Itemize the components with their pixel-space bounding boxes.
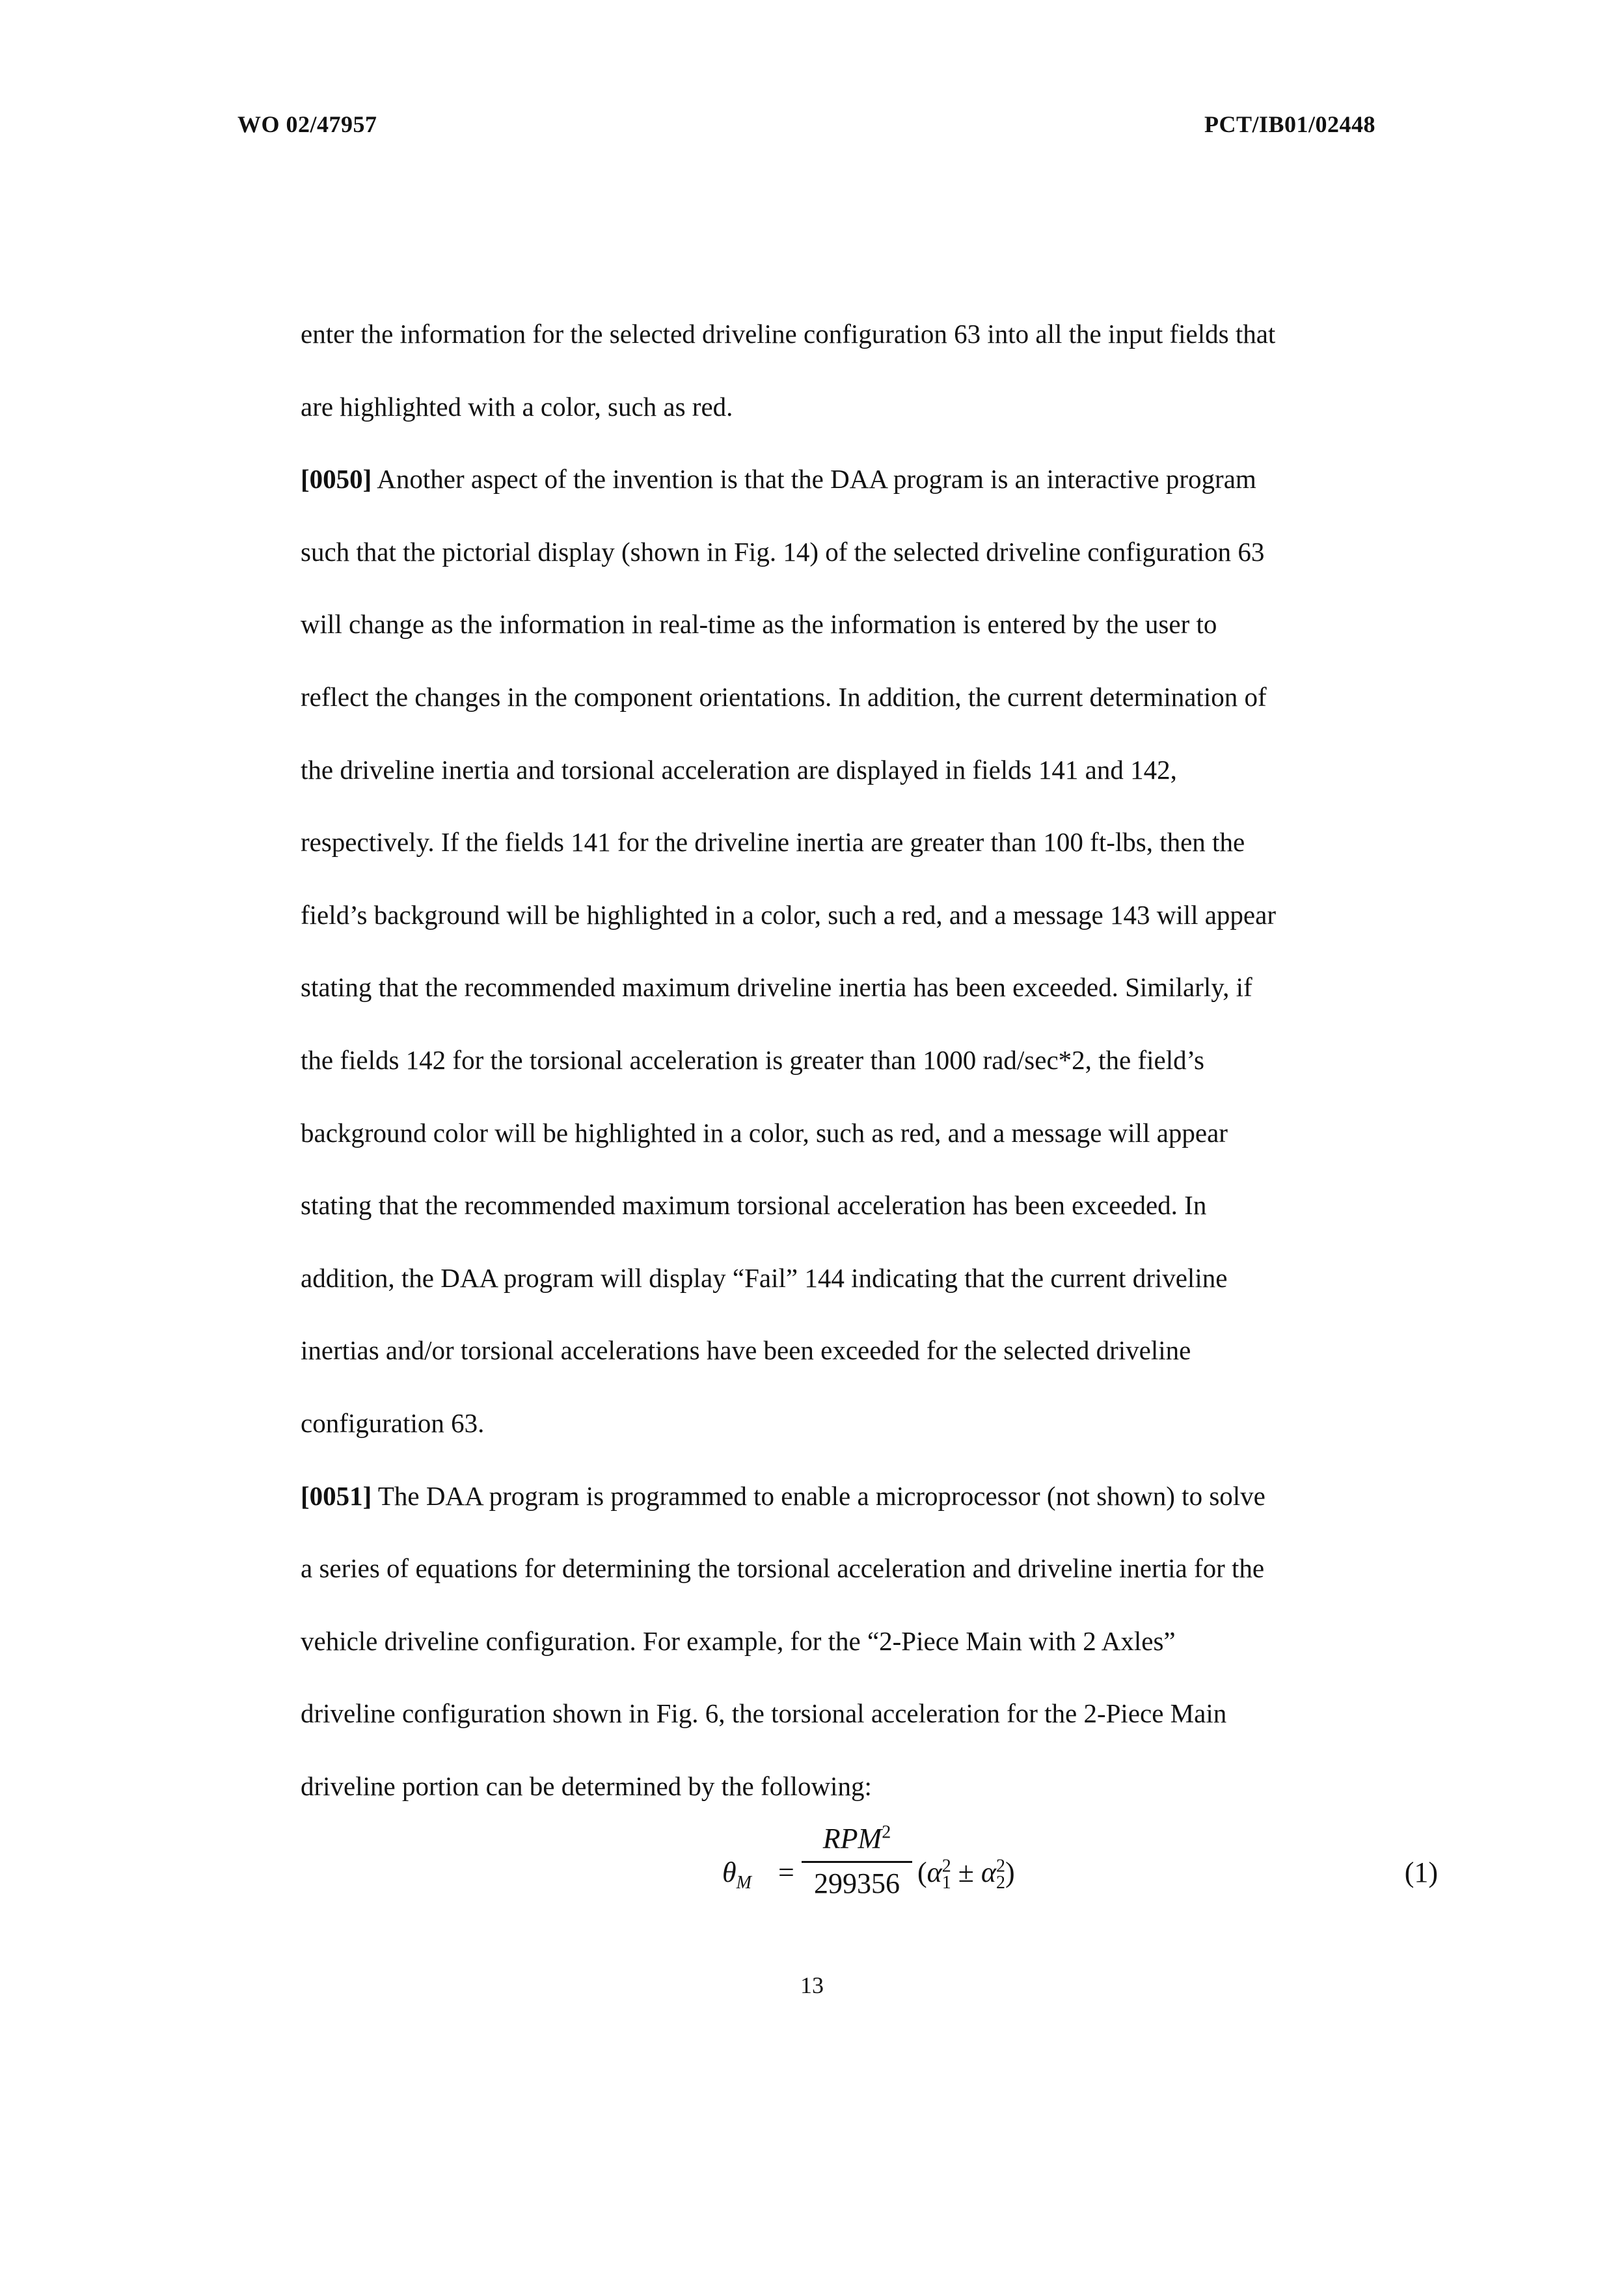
text-line: field’s background will be highlighted in a color, such a red, and a message 143 will appear [301,899,1276,930]
fraction-denominator: 299356 [814,1867,900,1899]
text-line: reflect the changes in the component orientations. In addition, the current determination of [301,681,1267,712]
rpm-exponent: 2 [882,1822,891,1843]
theta-subscript: M [736,1872,751,1893]
text-line [301,443,1433,516]
close-paren: ) [1005,1856,1015,1888]
fraction-bar [802,1861,912,1863]
alpha2-subscript: 2 [996,1872,1006,1893]
text-line: the driveline inertia and torsional acceleration are displayed in fields 141 and 142, [301,754,1177,785]
alpha2-symbol: α [981,1856,997,1888]
text-line: inertias and/or torsional accelerations have been exceeded for the selected driveline [301,1335,1191,1366]
page-header [237,111,1375,143]
text-line: the fields 142 for the torsional acceleration is greater than 1000 rad/sec*2, the field’s [301,1044,1204,1075]
equation-lhs [722,1856,751,1893]
text-line: addition, the DAA program will display “Fail” 144 indicating that the current driveline [301,1262,1228,1293]
page-number: 13 [800,1972,824,1998]
theta-symbol: θ [722,1856,737,1888]
text-line: background color will be highlighted in a color, such as red, and a message will appear [301,1117,1228,1148]
text-line: configuration 63. [301,1407,485,1438]
text-line: a series of equations for determining the torsional acceleration and driveline inertia for the [301,1553,1265,1584]
text-line: vehicle driveline configuration. For example, for the “2-Piece Main with 2 Axles” [301,1625,1176,1656]
text-span: Another aspect of the invention is that the DAA program is an interactive program [372,464,1256,495]
text-span: The DAA program is programmed to enable a microprocessor (not shown) to solve [372,1480,1265,1511]
text-line [301,1460,1433,1533]
paragraph-number: [0051] [301,1480,372,1511]
plus-minus-operator: ± [951,1856,981,1888]
body-text [301,298,1433,1823]
text-line: stating that the recommended maximum driveline inertia has been exceeded. Similarly, if [301,972,1252,1003]
text-line: driveline configuration shown in Fig. 6, the torsional acceleration for the 2-Piece Main [301,1698,1227,1729]
paragraph-0050 [301,443,1433,1459]
equation-1 [722,1822,1438,1920]
equals-sign: = [778,1856,794,1888]
alpha1-symbol: α [927,1856,942,1888]
text-line: are highlighted with a color, such as red. [301,391,733,422]
text-line: driveline portion can be determined by the following: [301,1771,872,1801]
text-line: will change as the information in real-time as the information is entered by the user to [301,609,1217,640]
paragraph-0051 [301,1460,1433,1823]
rpm-term: RPM [822,1823,882,1854]
alpha1-exponent: 2 [941,1856,951,1877]
alpha2-exponent: 2 [996,1856,1006,1877]
equation-fraction [802,1822,912,1900]
fraction-numerator [802,1822,912,1858]
text-line: enter the information for the selected driveline configuration 63 into all the input fields that [301,319,1276,349]
alpha1-subscript: 1 [941,1872,951,1893]
publication-number: WO 02/47957 [237,111,377,137]
text-line: such that the pictorial display (shown in Fig. 14) of the selected driveline configuration 63 [301,536,1265,567]
equation-number: (1) [1404,1856,1438,1888]
open-paren: ( [917,1856,927,1888]
text-line: respectively. If the fields 141 for the driveline inertia are greater than 100 ft-lbs, then the [301,827,1245,858]
application-number: PCT/IB01/02448 [1204,111,1375,137]
text-line: stating that the recommended maximum torsional acceleration has been exceeded. In [301,1190,1207,1221]
paragraph-number: [0050] [301,464,372,495]
paragraph-continued [301,298,1433,443]
equation-rhs [917,1856,1015,1893]
